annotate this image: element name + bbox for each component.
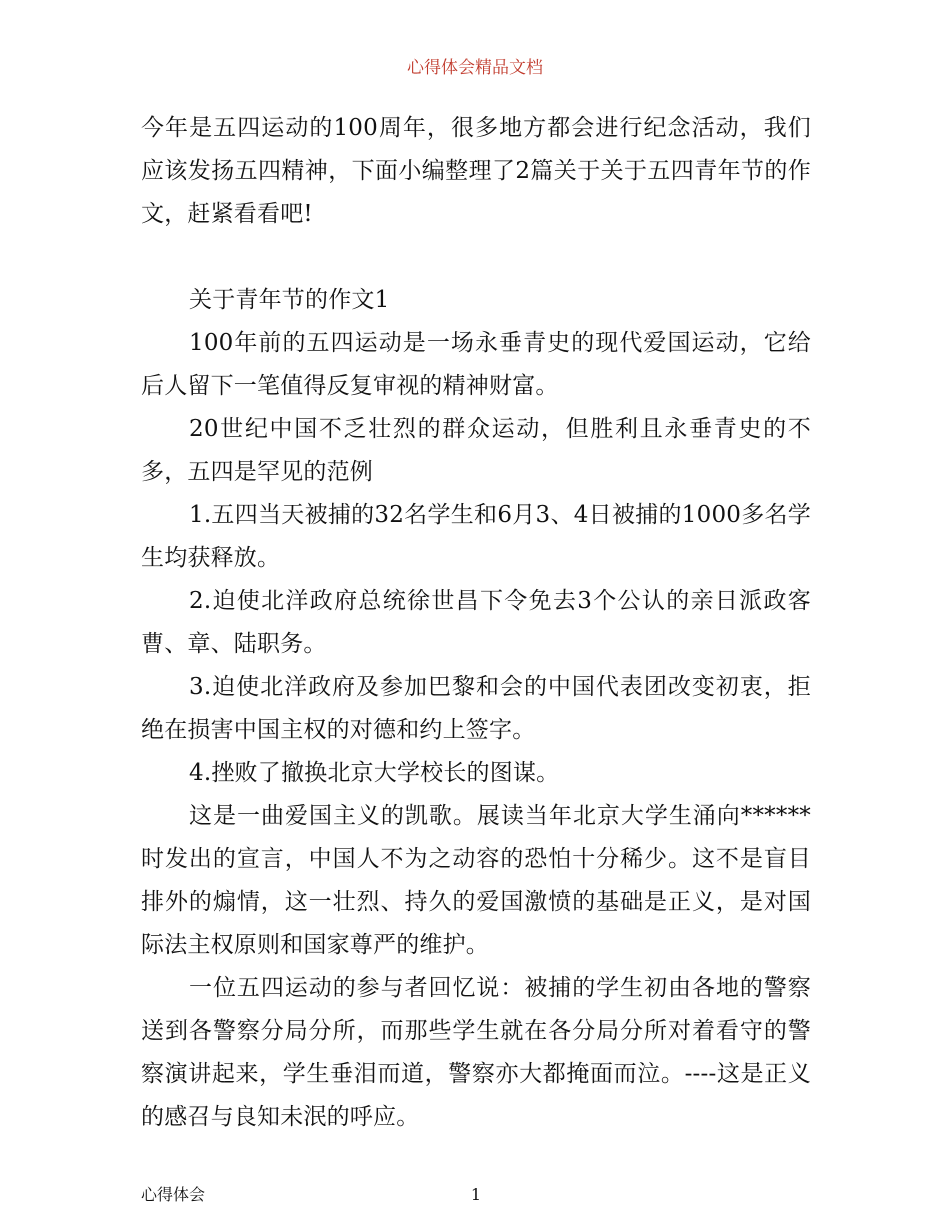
paragraph: 20世纪中国不乏壮烈的群众运动，但胜利且永垂青史的不多，五四是罕见的范例 [141,416,811,485]
document-body [141,107,811,1139]
paragraph: 100年前的五四运动是一场永垂青史的现代爱国运动，它给后人留下一笔值得反复审视的精神财富。 [141,330,811,399]
paragraph: 一位五四运动的参与者回忆说：被捕的学生初由各地的警察送到各警察分局分所，而那些学生就在各分局分所对着看守的警察演讲起来，学生垂泪而道，警察亦大都掩面而泣。----这是正义的感召与良知未泯的呼应。 [141,975,811,1130]
list-item-4: 4.挫败了撤换北京大学校长的图谋。 [189,760,560,786]
page-header-title: 心得体会精品文档 [407,58,543,78]
list-item-2: 2.迫使北洋政府总统徐世昌下令免去3个公认的亲日派政客曹、章、陆职务。 [141,588,811,657]
footer-label: 心得体会 [141,1185,206,1204]
list-item-1: 1.五四当天被捕的32名学生和6月3、4日被捕的1000多名学生均获释放。 [141,502,811,571]
paragraph: 这是一曲爱国主义的凯歌。展读当年北京大学生涌向******时发出的宣言，中国人不为之动容的恐怕十分稀少。这不是盲目排外的煽情，这一壮烈、持久的爱国激愤的基础是正义，是对国际法主权原则和国家尊严的维护。 [141,803,811,958]
paragraph-spacer [141,236,811,279]
page-number: 1 [470,1185,482,1204]
section-title: 关于青年节的作文1 [189,287,390,313]
list-item-3: 3.迫使北洋政府及参加巴黎和会的中国代表团改变初衷，拒绝在损害中国主权的对德和约上签字。 [141,674,811,743]
intro-paragraph: 今年是五四运动的100周年，很多地方都会进行纪念活动，我们应该发扬五四精神，下面小编整理了2篇关于关于五四青年节的作文，赶紧看看吧! [141,115,811,227]
